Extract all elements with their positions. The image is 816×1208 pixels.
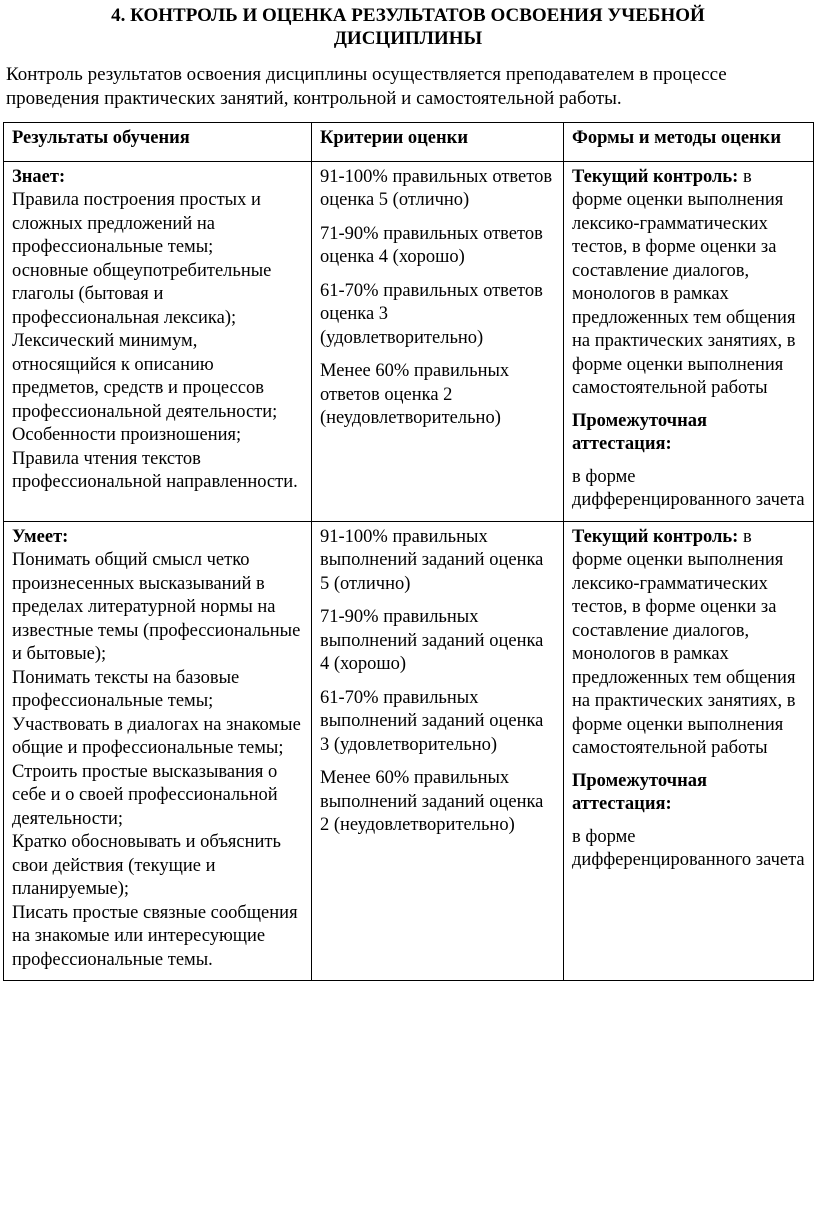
table-row (4, 161, 814, 521)
results-item: Особенности произношения; (12, 425, 242, 445)
page-title-line-1: 4. КОНТРОЛЬ И ОЦЕНКА РЕЗУЛЬТАТОВ ОСВОЕНИЯ УЧЕБНОЙ (111, 5, 705, 26)
results-item: Строить простые высказывания о себе и о своей профессиональной деятельности; (12, 761, 278, 829)
page-title (0, 4, 816, 50)
criteria-item: 91-100% правильных ответов оценка 5 (отлично) (320, 166, 553, 210)
interim-label: Промежуточная аттестация: (572, 410, 708, 454)
interim-text: в форме дифференцированного зачета (572, 466, 805, 510)
current-control (572, 166, 805, 401)
assessment-table (3, 122, 814, 981)
page-title-line-2: ДИСЦИПЛИНЫ (333, 28, 483, 49)
methods-cell (564, 161, 814, 521)
criteria-item: 91-100% правильных выполнений заданий оценка 5 (отлично) (320, 526, 544, 594)
table-row (4, 521, 814, 981)
current-control-label: Текущий контроль: (572, 526, 739, 547)
results-cell (4, 161, 312, 521)
table-header-row (4, 123, 814, 162)
criteria-item: 61-70% правильных ответов оценка 3 (удовлетворительно) (320, 280, 543, 348)
current-control-label: Текущий контроль: (572, 166, 739, 187)
criteria-item: Менее 60% правильных выполнений заданий оценка 2 (неудовлетворительно) (320, 768, 544, 835)
current-control (572, 526, 805, 761)
results-item: Понимать тексты на базовые профессиональные темы; (12, 667, 240, 711)
methods-cell (564, 521, 814, 981)
interim-text: в форме дифференцированного зачета (572, 826, 805, 870)
results-item: Понимать общий смысл четко произнесенных высказываний в пределах литературной нормы на известные темы (профессиональные и бытовые); (12, 550, 301, 664)
results-cell (4, 521, 312, 981)
criteria-cell (312, 161, 564, 521)
results-item: Правила чтения текстов профессиональной направленности. (12, 448, 298, 492)
criteria-cell (312, 521, 564, 981)
criteria-item: 71-90% правильных выполнений заданий оценка 4 (хорошо) (320, 607, 544, 674)
results-heading: Умеет: (12, 526, 69, 547)
results-item: основные общеупотребительные глаголы (бытовая и профессиональная лексика); (12, 260, 272, 328)
results-item: Правила построения простых и сложных предложений на профессиональные темы; (12, 190, 261, 257)
current-control-text: в форме оценки выполнения лексико-грамматических тестов, в форме оценки за составление диалогов, монологов в рамках предложенных тем общения на практических занятиях, в форме оценки выполнения самостоятельной работы (572, 526, 796, 758)
criteria-item: 71-90% правильных ответов оценка 4 (хорошо) (320, 223, 543, 267)
criteria-item: 61-70% правильных выполнений заданий оценка 3 (удовлетворительно) (320, 687, 544, 755)
results-heading: Знает: (12, 166, 66, 187)
results-item: Лексический минимум, относящийся к описанию предметов, средств и процессов профессиональной деятельности; (12, 331, 278, 422)
interim-label: Промежуточная аттестация: (572, 770, 708, 814)
intro-paragraph: Контроль результатов освоения дисциплины осуществляется преподавателем в процессе проведения практических занятий, контрольной и самостоятельной работы. (6, 64, 727, 109)
results-item: Писать простые связные сообщения на знакомые или интересующие профессиональные темы. (12, 902, 298, 970)
results-item: Кратко обосновывать и объяснить свои действия (текущие и планируемые); (12, 832, 281, 899)
criteria-item: Менее 60% правильных ответов оценка 2 (неудовлетворительно) (320, 361, 510, 428)
header-criteria: Критерии оценки (312, 123, 564, 162)
results-item: Участвовать в диалогах на знакомые общие и профессиональные темы; (12, 714, 301, 758)
current-control-text: в форме оценки выполнения лексико-грамматических тестов, в форме оценки за составление диалогов, монологов в рамках предложенных тем общения на практических занятиях, в форме оценки выполнения самостоятельной работы (572, 166, 796, 398)
header-methods: Формы и методы оценки (564, 123, 814, 162)
header-results: Результаты обучения (4, 123, 312, 162)
